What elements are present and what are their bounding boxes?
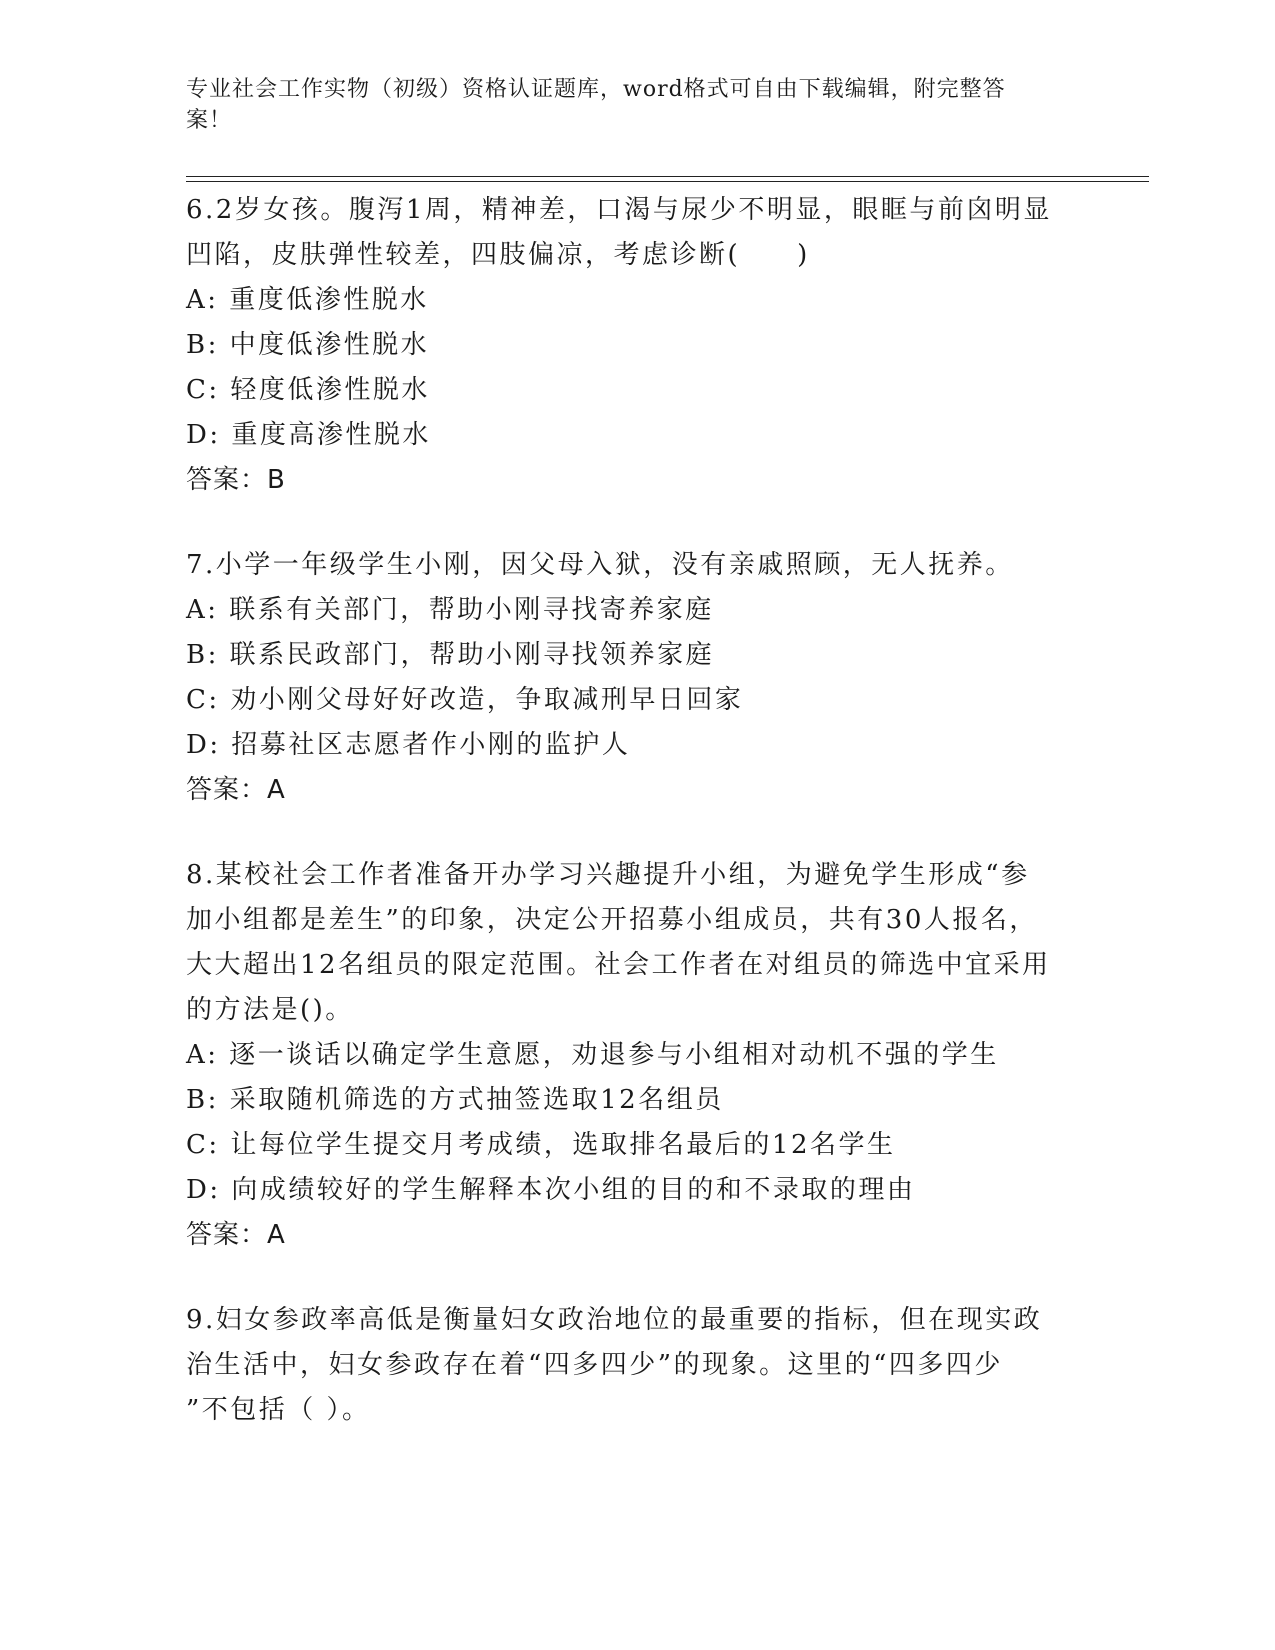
header-line-2: 案！ xyxy=(186,108,233,133)
option-b: B: 采取随机筛选的方式抽签选取12名组员 xyxy=(186,1085,724,1115)
header-line-1: 专业社会工作实物（初级）资格认证题库，word格式可自由下载编辑，附完整答 xyxy=(186,77,1006,102)
question-7 xyxy=(186,543,1086,813)
question-9 xyxy=(186,1298,1086,1433)
option-c: C: 让每位学生提交月考成绩，选取排名最后的12名学生 xyxy=(186,1130,896,1160)
option-d: D: 重度高渗性脱水 xyxy=(186,420,431,450)
question-list xyxy=(186,188,1086,1433)
question-stem-line: 7.小学一年级学生小刚，因父母入狱，没有亲戚照顾，无人抚养。 xyxy=(186,550,1014,580)
question-6 xyxy=(186,188,1086,503)
question-stem-line: 9.妇女参政率高低是衡量妇女政治地位的最重要的指标，但在现实政 xyxy=(186,1305,1043,1335)
answer-label: 答案：B xyxy=(186,465,286,495)
option-c: C: 轻度低渗性脱水 xyxy=(186,375,430,405)
document-header xyxy=(186,74,1066,136)
header-divider-top xyxy=(186,176,1149,177)
question-spacer xyxy=(186,813,1086,853)
option-a: A: 逐一谈话以确定学生意愿，劝退参与小组相对动机不强的学生 xyxy=(186,1040,999,1070)
option-d: D: 向成绩较好的学生解释本次小组的目的和不录取的理由 xyxy=(186,1175,916,1205)
option-b: B: 联系民政部门，帮助小刚寻找领养家庭 xyxy=(186,640,715,670)
header-divider-bottom xyxy=(186,181,1149,182)
question-stem-line: 加小组都是差生”的印象，决定公开招募小组成员，共有30人报名， xyxy=(186,905,1038,935)
option-b: B: 中度低渗性脱水 xyxy=(186,330,430,360)
option-a: A: 联系有关部门，帮助小刚寻找寄养家庭 xyxy=(186,595,714,625)
question-stem-line: 凹陷，皮肤弹性较差，四肢偏凉，考虑诊断( ) xyxy=(186,240,810,270)
question-stem-line: 的方法是()。 xyxy=(186,995,354,1025)
question-stem-line: 治生活中，妇女参政存在着“四多四少”的现象。这里的“四多四少 xyxy=(186,1350,1003,1380)
answer-label: 答案：A xyxy=(186,1220,286,1250)
question-spacer xyxy=(186,1258,1086,1298)
question-stem-line: 大大超出12名组员的限定范围。社会工作者在对组员的筛选中宜采用 xyxy=(186,950,1051,980)
option-c: C: 劝小刚父母好好改造，争取减刑早日回家 xyxy=(186,685,744,715)
question-stem-line: ”不包括（ ）。 xyxy=(186,1395,371,1425)
question-stem-line: 8.某校社会工作者准备开办学习兴趣提升小组，为避免学生形成“参 xyxy=(186,860,1030,890)
option-d: D: 招募社区志愿者作小刚的监护人 xyxy=(186,730,631,760)
option-a: A: 重度低渗性脱水 xyxy=(186,285,429,315)
question-spacer xyxy=(186,503,1086,543)
question-stem-line: 6.2岁女孩。腹泻1周，精神差，口渴与尿少不明显，眼眶与前囟明显 xyxy=(186,195,1052,225)
answer-label: 答案：A xyxy=(186,775,286,805)
question-8 xyxy=(186,853,1086,1258)
